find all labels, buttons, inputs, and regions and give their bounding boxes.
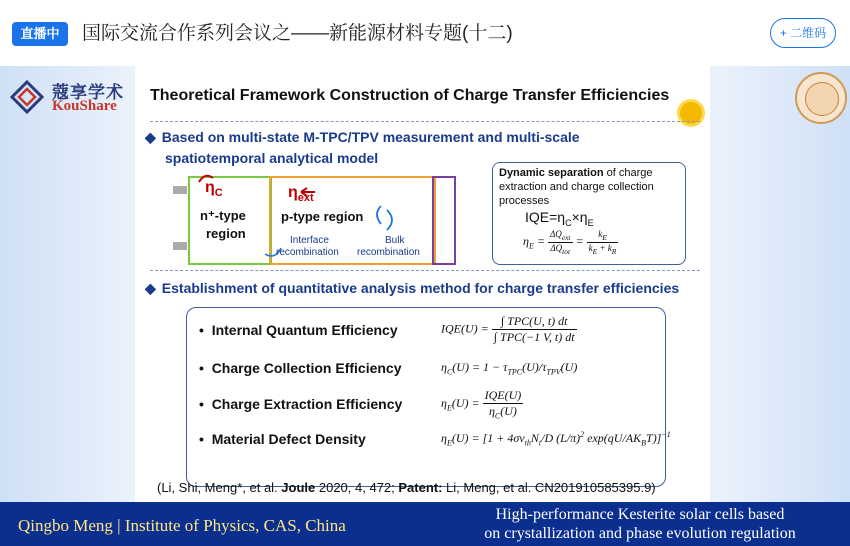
iqe-equation: $IQE=\eta_C\times\eta_E$	[525, 209, 594, 228]
formula-extraction: $\eta_E(U)$ = $\frac{\text{IQE(U)}}{\eta_C(U)}$	[441, 388, 522, 421]
bullet-collection: • Charge Collection Efficiency	[199, 360, 402, 376]
speaker-name: Qingbo Meng | Institute of Physics, CAS, China	[18, 516, 346, 535]
n-region-label: n⁺-type	[200, 208, 246, 223]
logo-text-en: KouShare	[52, 98, 117, 114]
bullet-defect: • Material Defect Density	[199, 431, 366, 447]
formula-collection: $\eta_C(U) = 1 - \tau_{TPC}(U)/\tau_{TPV}(U)$	[441, 360, 578, 377]
efficiency-formulas-box	[186, 307, 671, 487]
dyn-box-line2: extraction and charge collection	[499, 181, 654, 193]
eta-e-equation: $\eta_E$ = $\frac{\Delta Q_{ext}}{\Delta Q_{tot}}$ = $\frac{k_E}{k_E + k_R}$	[523, 229, 617, 256]
bulk-label: Bulk	[385, 235, 405, 246]
section1-heading: ◆ Based on multi-state M-TPC/TPV measurement and multi-scale	[145, 129, 580, 145]
eta-c-label: $\eta_C$	[205, 179, 223, 200]
section2-heading: ◆ Establishment of quantitative analysis method for charge transfer efficiencies	[145, 280, 680, 296]
title-divider	[150, 121, 700, 124]
presentation-slide	[135, 66, 710, 502]
page-title: 国际交流合作系列会议之——新能源材料专题(十二)	[82, 23, 513, 44]
logo-text-cn: 蔻享学术	[52, 83, 124, 102]
live-badge: 直播中	[12, 22, 68, 46]
koushare-logo-icon	[10, 80, 44, 114]
bullet-iqe: • Internal Quantum Efficiency	[199, 322, 398, 338]
section1-heading-cont: spatiotemporal analytical model	[165, 150, 379, 166]
p-region-label: p-type region	[281, 209, 364, 224]
dyn-box-line1: Dynamic separation of charge	[499, 167, 653, 179]
koushare-logo	[10, 76, 130, 120]
bullet-extraction: • Charge Extraction Efficiency	[199, 396, 403, 412]
institution-seal-icon	[795, 72, 847, 124]
eta-ext-label: $\eta_{ext}$	[288, 184, 314, 205]
interface-label: Interface	[290, 235, 329, 246]
qr-code-button[interactable]: + 二维码	[770, 18, 836, 48]
talk-title: High-performance Kesterite solar cells based on crystallization and phase evolution regulation	[484, 506, 796, 542]
section-divider	[150, 270, 700, 273]
citation: (Li, Shi, Meng*, et al. Joule 2020, 4, 472; Patent: Li, Meng, et al. CN201910585395.9)	[157, 480, 656, 495]
formula-iqe: IQE(U) = $\frac{\text{∫ TPC(U, t) dt}}{\text{∫ TPC(−1 V, t) dt}}$	[441, 314, 575, 344]
dyn-box-line3: processes	[499, 195, 550, 207]
formula-defect-density: $\eta_E(U) = [1 + 4\sigma v_{th}N_t/D$ $(L/\pi)^2$ $\exp(qU/AK_BT)]^{-1}$	[441, 430, 671, 448]
slide-title: Theoretical Framework Construction of Charge Transfer Efficiencies	[150, 87, 670, 104]
n-region-label-2: region	[206, 226, 246, 241]
speaker-footer	[0, 502, 850, 546]
top-bar	[0, 0, 850, 67]
bulk-label-2: recombination	[357, 247, 420, 258]
interface-label-2: recombination	[276, 247, 339, 258]
dynamic-separation-box	[492, 162, 686, 265]
